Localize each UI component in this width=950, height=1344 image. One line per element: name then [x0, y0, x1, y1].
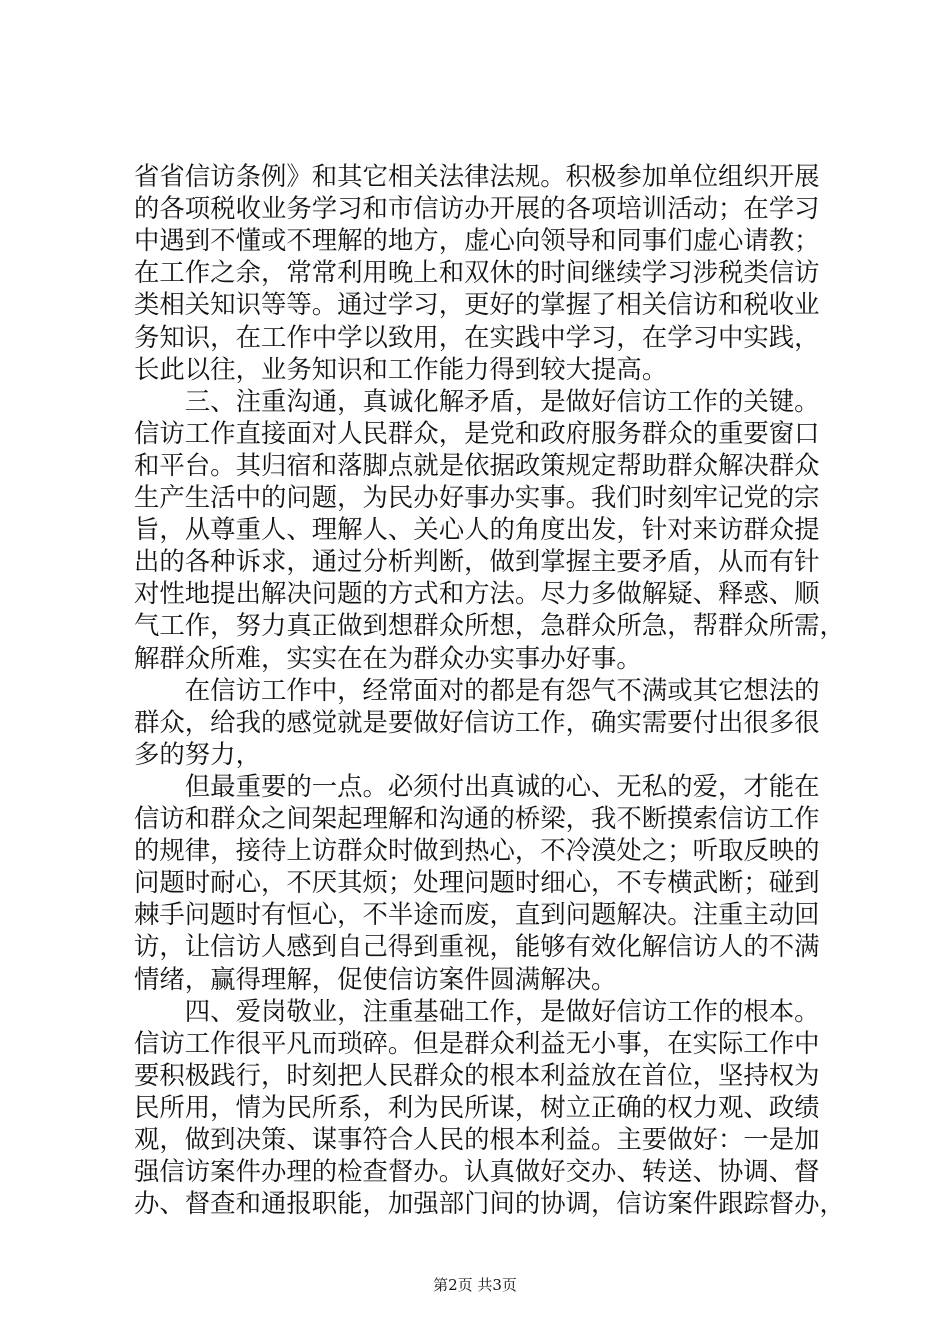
text-line: 对性地提出解决问题的方式和方法。尽力多做解疑、释惑、顺	[134, 578, 820, 609]
text-line: 群众，给我的感觉就是要做好信访工作，确实需要付出很多很	[134, 706, 820, 737]
text-line: 办、督查和通报职能，加强部门间的协调，信访案件跟踪督办，	[134, 1188, 845, 1219]
text-line: 情绪，赢得理解，促使信访案件圆满解决。	[134, 963, 617, 994]
text-line: 务知识，在工作中学以致用，在实践中学习，在学习中实践，	[134, 321, 820, 352]
text-line: 旨，从尊重人、理解人、关心人的角度出发，针对来访群众提	[134, 514, 820, 545]
text-line: 四、爱岗敬业，注重基础工作，是做好信访工作的根本。	[134, 995, 820, 1026]
text-line: 但最重要的一点。必须付出真诚的心、无私的爱，才能在	[134, 770, 820, 801]
text-line: 出的各种诉求，通过分析判断，做到掌握主要矛盾，从而有针	[134, 546, 820, 577]
text-line: 和平台。其归宿和落脚点就是依据政策规定帮助群众解决群众	[134, 449, 820, 480]
text-line: 三、注重沟通，真诚化解矛盾，是做好信访工作的关键。	[134, 385, 820, 416]
text-line: 在信访工作中，经常面对的都是有怨气不满或其它想法的	[134, 674, 820, 705]
text-line: 观，做到决策、谋事符合人民的根本利益。主要做好：一是加	[134, 1124, 820, 1154]
text-line: 访，让信访人感到自己得到重视，能够有效化解信访人的不满	[134, 931, 820, 962]
text-line: 中遇到不懂或不理解的地方，虚心向领导和同事们虚心请教；	[134, 225, 820, 256]
text-line: 解群众所难，实实在在为群众办实事办好事。	[134, 642, 642, 673]
text-line: 省省信访条例》和其它相关法律法规。积极参加单位组织开展	[134, 161, 820, 191]
text-line: 多的努力，	[134, 738, 261, 769]
text-line: 的规律，接待上访群众时做到热心，不冷漠处之；听取反映的	[134, 835, 820, 866]
text-line: 棘手问题时有恒心，不半途而废，直到问题解决。注重主动回	[134, 899, 820, 930]
text-line: 民所用，情为民所系，利为民所谋，树立正确的权力观、政绩	[134, 1091, 820, 1122]
text-line: 信访工作很平凡而琐碎。但是群众利益无小事，在实际工作中	[134, 1027, 820, 1058]
text-line: 信访工作直接面对人民群众，是党和政府服务群众的重要窗口	[134, 417, 820, 448]
page-footer: 第2页 共3页	[433, 1276, 517, 1294]
text-line: 在工作之余，常常利用晚上和双休的时间继续学习涉税类信访	[134, 257, 820, 288]
text-line: 气工作，努力真正做到想群众所想，急群众所急，帮群众所需，	[134, 610, 845, 641]
text-line: 要积极践行，时刻把人民群众的根本利益放在首位，坚持权为	[134, 1059, 820, 1090]
text-line: 信访和群众之间架起理解和沟通的桥梁，我不断摸索信访工作	[134, 803, 820, 833]
text-line: 问题时耐心，不厌其烦；处理问题时细心，不专横武断；碰到	[134, 867, 820, 898]
text-line: 强信访案件办理的检查督办。认真做好交办、转送、协调、督	[134, 1156, 820, 1187]
text-line: 长此以往，业务知识和工作能力得到较大提高。	[134, 353, 668, 384]
text-line: 类相关知识等等。通过学习，更好的掌握了相关信访和税收业	[134, 289, 820, 320]
text-line: 的各项税收业务学习和市信访办开展的各项培训活动；在学习	[134, 193, 820, 224]
text-line: 生产生活中的问题，为民办好事办实事。我们时刻牢记党的宗	[134, 482, 820, 512]
